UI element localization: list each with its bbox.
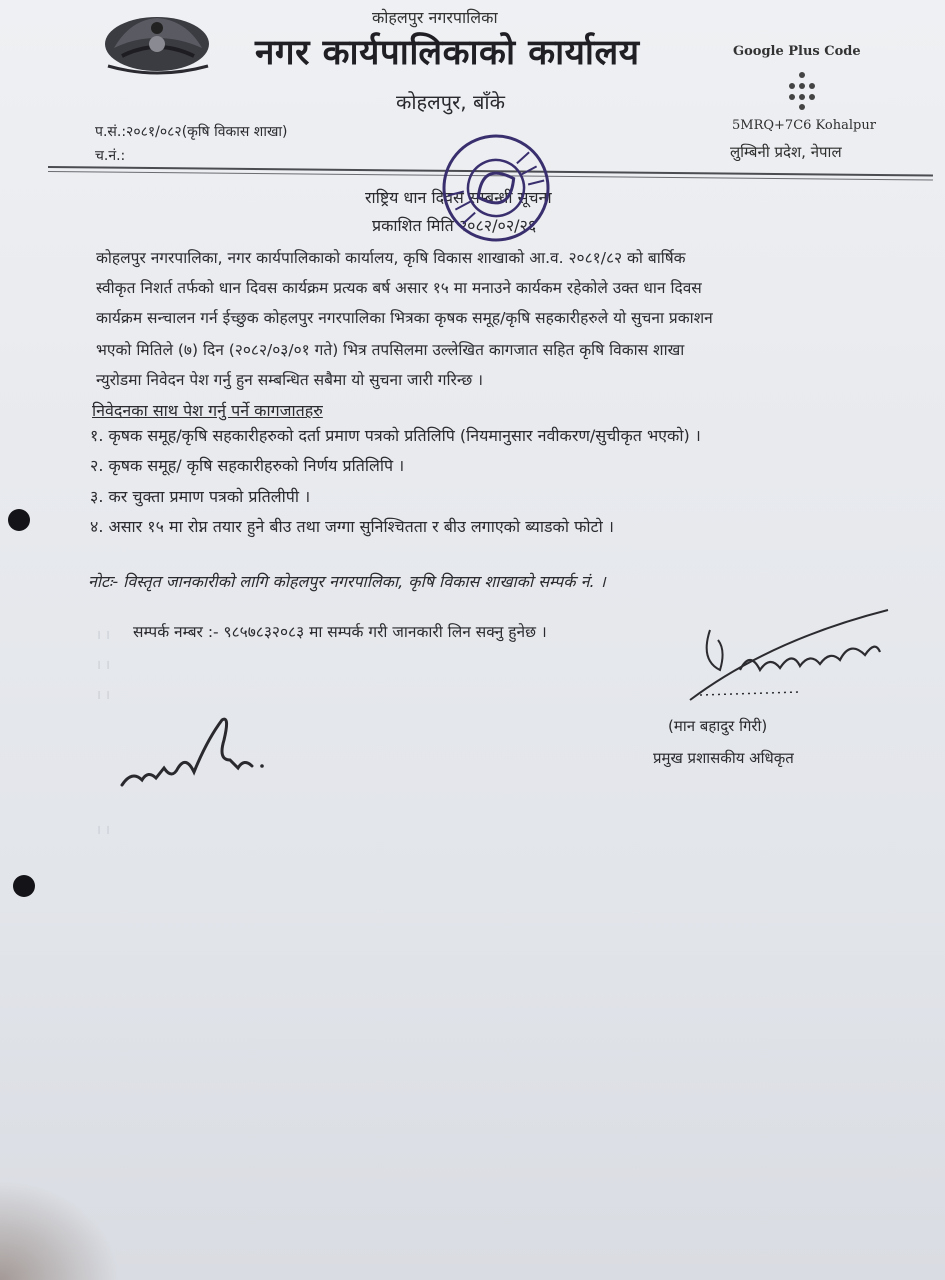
contact-line: सम्पर्क नम्बर :- ९८५७८३२०८३ मा सम्पर्क गरी जानकारी लिन सक्नु हुनेछ । — [133, 623, 547, 641]
handwritten-initials — [112, 710, 272, 795]
body-line: भएको मितिले (७) दिन (२०८२/०३/०१ गते) भित्र तपसिलमा उल्लेखित कागजात सहित कृषि विकास शाखा — [96, 341, 685, 359]
office-stamp — [436, 128, 556, 248]
signatory-title: प्रमुख प्रशासकीय अधिकृत — [653, 749, 794, 767]
document-item: २. कृषक समूह/ कृषि सहकारीहरुको निर्णय प्रतिलिपि । — [90, 456, 405, 475]
document-item: ४. असार १५ मा रोप्न तयार हुने बीउ तथा जग्गा सुनिश्चितता र बीउ लगाएको ब्याडको फोटो । — [90, 517, 614, 536]
published-date: प्रकाशित मिति २०८२/०२/२६ — [372, 216, 537, 235]
punch-hole — [8, 509, 30, 531]
documents-heading: निवेदनका साथ पेश गर्नु पर्ने कागजातहरु — [92, 401, 323, 420]
bleed-through-mark: । । — [96, 628, 110, 643]
bleed-through-mark: । । — [96, 658, 110, 673]
office-location: कोहलपुर, बाँके — [396, 90, 505, 114]
bleed-through-mark: । । — [96, 823, 110, 838]
province-name: लुम्बिनी प्रदेश, नेपाल — [730, 143, 842, 161]
punch-hole — [13, 875, 35, 897]
body-line: कोहलपुर नगरपालिका, नगर कार्यपालिकाको कार्यालय, कृषि विकास शाखाको आ.व. २०८१/८२ को बार्षिक — [96, 249, 686, 267]
body-line: कार्यक्रम सन्चालन गर्न ईच्छुक कोहलपुर नगरपालिका भित्रका कृषक समूह/कृषि सहकारीहरुले यो सुचना प्रकाशन — [96, 309, 713, 327]
bleed-through-mark: । । — [96, 688, 110, 703]
reference-number: प.सं.:२०८१/०८२(कृषि विकास शाखा) — [95, 124, 288, 140]
body-line: स्वीकृत निशर्त तर्फको धान दिवस कार्यक्रम प्रत्यक बर्ष असार १५ मा मनाउने कार्यकम रहेकोले उक्त धान दिवस — [96, 279, 702, 297]
dispatch-number: च.नं.: — [95, 148, 126, 164]
notice-title: राष्ट्रिय धान दिवस सम्बन्धी सूचना — [365, 188, 552, 207]
document-item: १. कृषक समूह/कृषि सहकारीहरुको दर्ता प्रमाण पत्रको प्रतिलिपि (नियमानुसार नवीकरण/सुचीकृत भएको) । — [90, 426, 701, 445]
plus-code-value: 5MRQ+7C6 Kohalpur — [732, 118, 876, 133]
nepal-emblem-icon — [100, 8, 215, 76]
plus-code-label: Google Plus Code — [733, 44, 861, 59]
note-line: नोटः- विस्तृत जानकारीको लागि कोहलपुर नगरपालिका, कृषि विकास शाखाको सम्पर्क नं. । — [88, 572, 606, 591]
corner-shadow — [0, 1180, 120, 1280]
office-title: नगर कार्यपालिकाको कार्यालय — [255, 33, 640, 73]
document-item: ३. कर चुक्ता प्रमाण पत्रको प्रतिलीपी । — [90, 487, 311, 506]
body-line: न्युरोडमा निवेदन पेश गर्नु हुन सम्बन्धित सबैमा यो सुचना जारी गरिन्छ । — [96, 371, 483, 389]
municipality-name: कोहलपुर नगरपालिका — [372, 8, 498, 27]
plus-code-icon — [783, 70, 821, 110]
signatory-name: (मान बहादुर गिरी) — [668, 717, 768, 735]
signature — [680, 600, 890, 710]
